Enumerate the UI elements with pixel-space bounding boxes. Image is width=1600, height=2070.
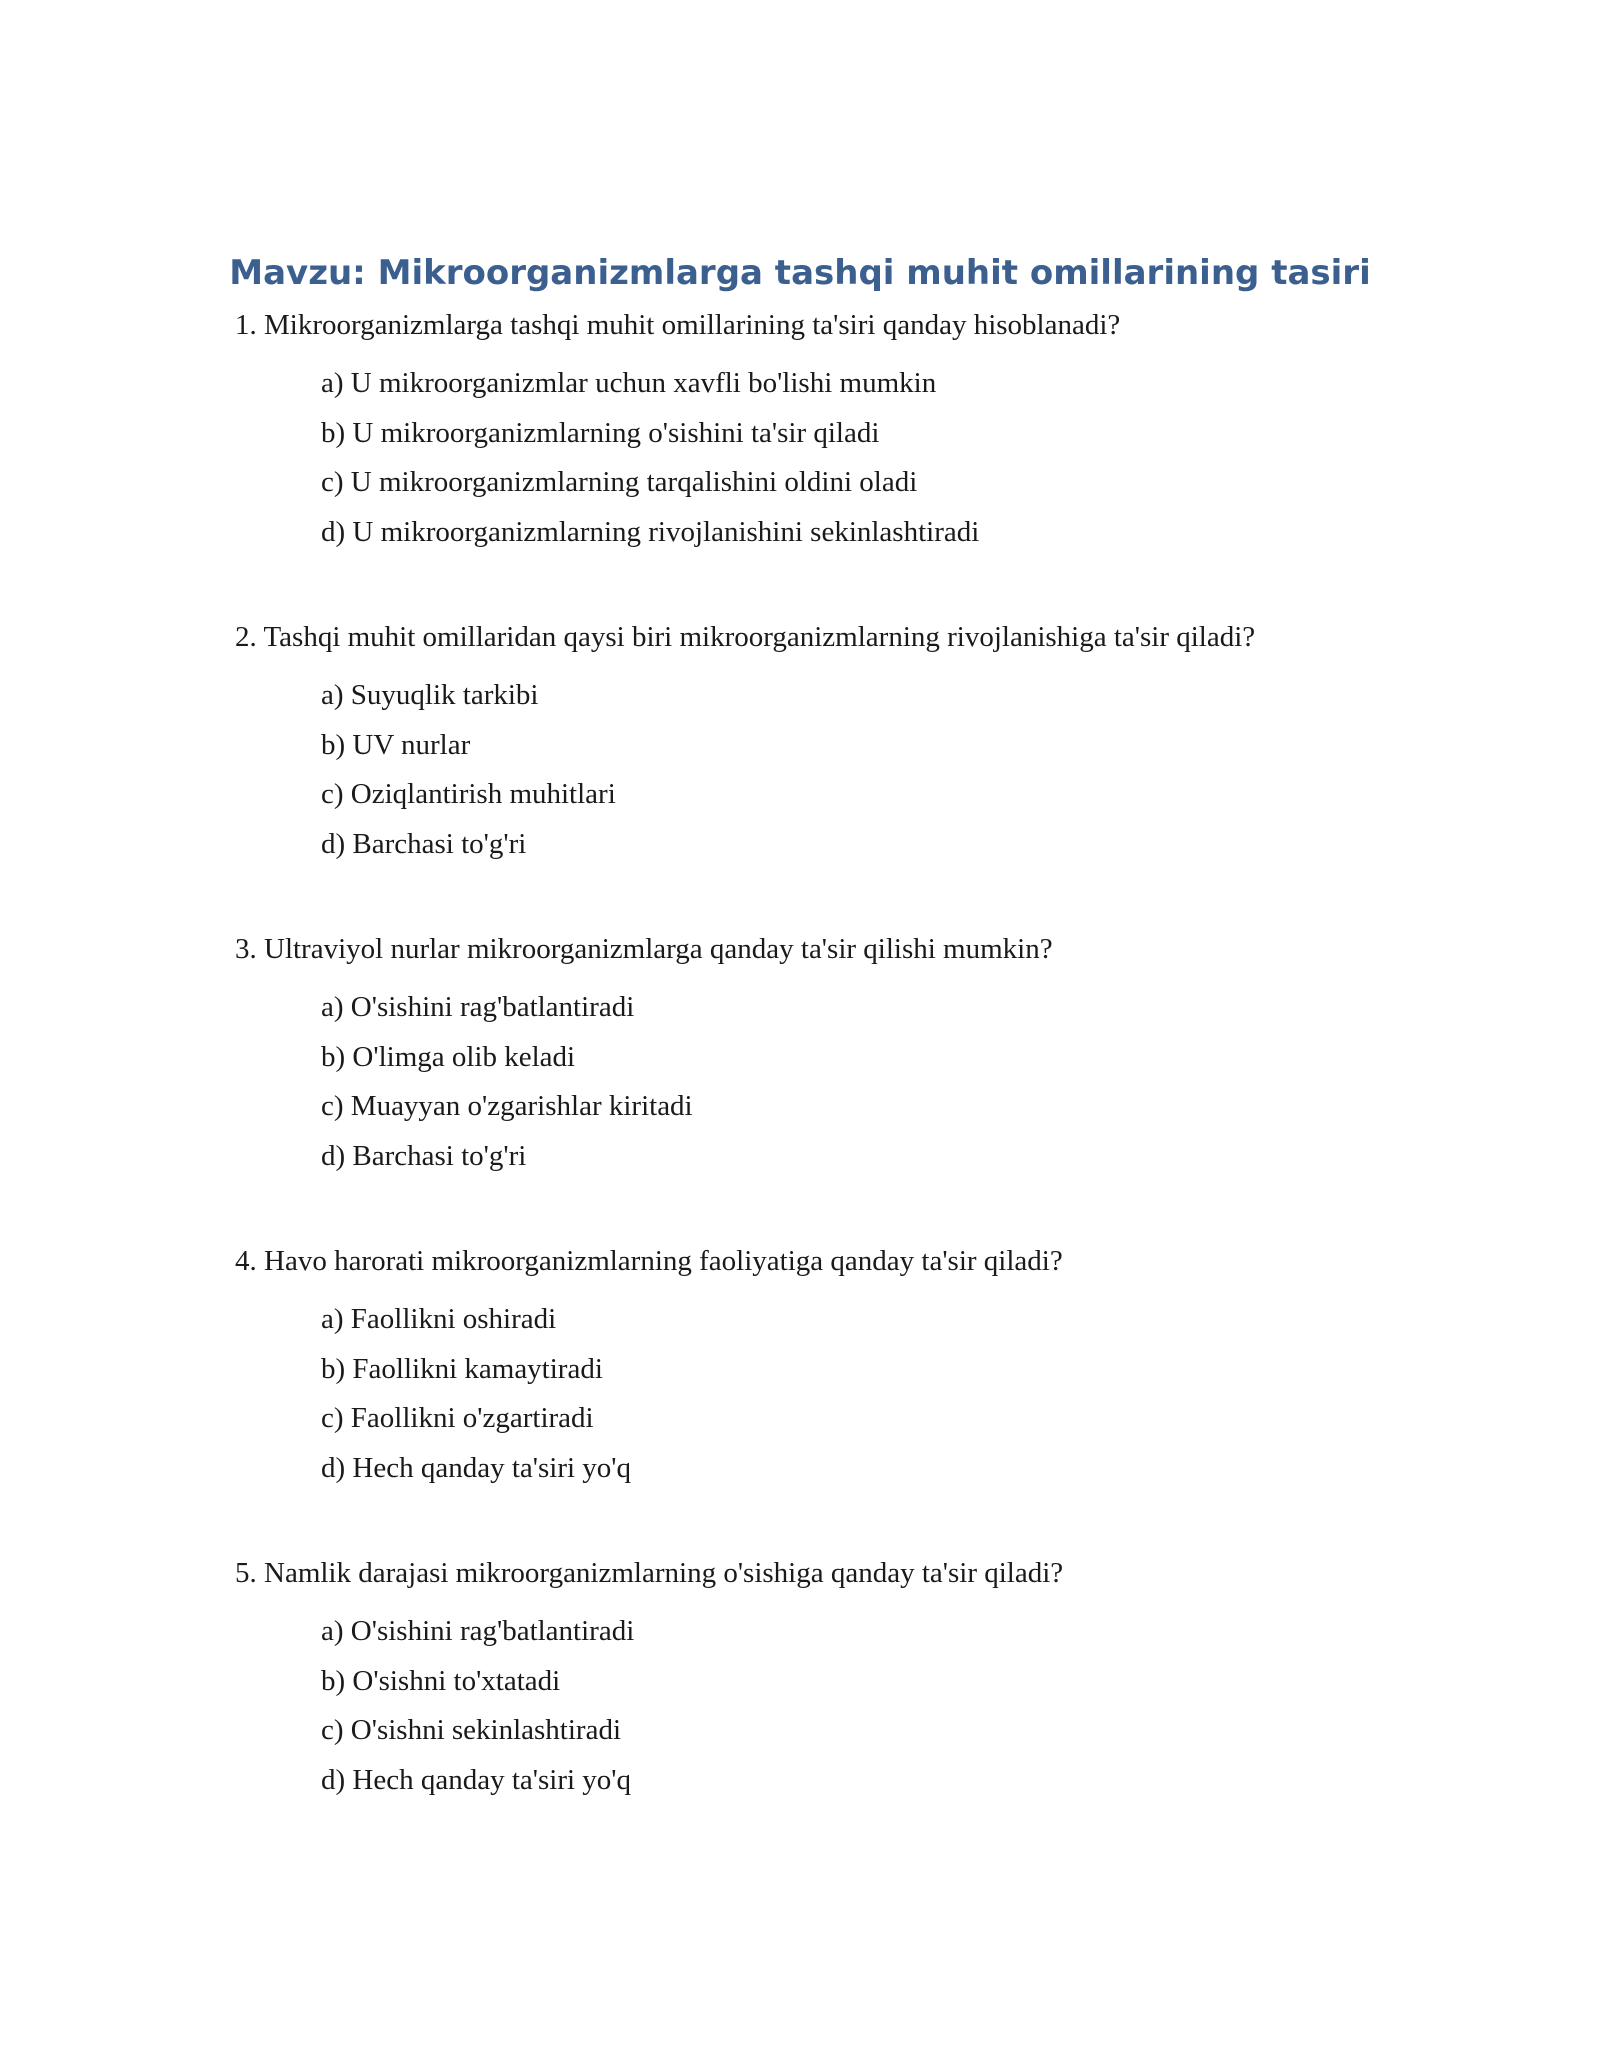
answer-options	[235, 1295, 1435, 1493]
answer-option-c: c) Muayyan o'zgarishlar kiritadi	[321, 1090, 693, 1122]
question-2	[235, 617, 1435, 869]
answer-option-d: d) Hech qanday ta'siri yo'q	[321, 1763, 632, 1796]
question-text: 5. Namlik darajasi mikroorganizmlarning o'sishiga qanday ta'sir qiladi?	[235, 1557, 1064, 1589]
question-5	[235, 1553, 1435, 1805]
answer-option-c: c) O'sishni sekinlashtiradi	[321, 1714, 622, 1746]
question-text: 3. Ultraviyol nurlar mikroorganizmlarga qanday ta'sir qilishi mumkin?	[235, 933, 1053, 965]
answer-option-a: a) O'sishini rag'batlantiradi	[321, 1615, 635, 1647]
question-text: 2. Tashqi muhit omillaridan qaysi biri mikroorganizmlarning rivojlanishiga ta'sir qiladi?	[235, 621, 1256, 653]
question-4	[235, 1241, 1435, 1493]
question-text: 1. Mikroorganizmlarga tashqi muhit omillarining ta'siri qanday hisoblanadi?	[235, 309, 1121, 341]
answer-option-d: d) Hech qanday ta'siri yo'q	[321, 1451, 632, 1484]
answer-options	[235, 359, 1435, 557]
answer-option-b: b) Faollikni kamaytiradi	[321, 1352, 603, 1385]
question-list	[235, 305, 1435, 1865]
answer-option-d: d) U mikroorganizmlarning rivojlanishini sekinlashtiradi	[321, 515, 980, 548]
answer-option-c: c) Oziqlantirish muhitlari	[321, 778, 616, 810]
answer-option-a: a) Faollikni oshiradi	[321, 1303, 557, 1335]
answer-option-c: c) Faollikni o'zgartiradi	[321, 1402, 594, 1434]
answer-option-a: a) O'sishini rag'batlantiradi	[321, 991, 635, 1023]
question-3	[235, 929, 1435, 1181]
answer-option-a: a) U mikroorganizmlar uchun xavfli bo'lishi mumkin	[321, 367, 937, 399]
answer-options	[235, 983, 1435, 1181]
page-title: Mavzu: Mikroorganizmlarga tashqi muhit omillarining tasiri	[229, 253, 1371, 293]
answer-option-d: d) Barchasi to'g'ri	[321, 827, 527, 860]
answer-options	[235, 1607, 1435, 1805]
question-1	[235, 305, 1435, 557]
answer-options	[235, 671, 1435, 869]
answer-option-b: b) O'limga olib keladi	[321, 1040, 576, 1073]
answer-option-b: b) UV nurlar	[321, 728, 471, 761]
answer-option-b: b) O'sishni to'xtatadi	[321, 1664, 561, 1697]
answer-option-a: a) Suyuqlik tarkibi	[321, 679, 539, 711]
answer-option-d: d) Barchasi to'g'ri	[321, 1139, 527, 1172]
answer-option-b: b) U mikroorganizmlarning o'sishini ta'sir qiladi	[321, 416, 880, 449]
question-text: 4. Havo harorati mikroorganizmlarning faoliyatiga qanday ta'sir qiladi?	[235, 1245, 1063, 1277]
answer-option-c: c) U mikroorganizmlarning tarqalishini oldini oladi	[321, 466, 918, 498]
